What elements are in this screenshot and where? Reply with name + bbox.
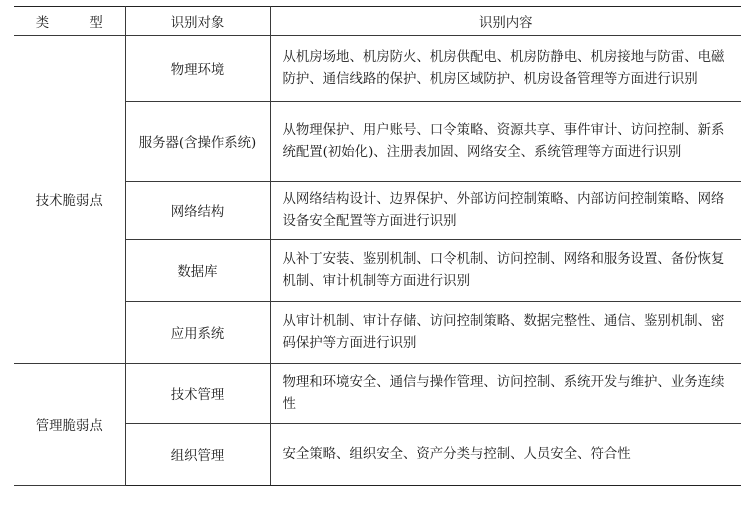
content-cell: 从补丁安装、鉴别机制、口令机制、访问控制、网络和服务设置、备份恢复机制、审计机制等方面进行识别 (270, 240, 741, 302)
object-cell: 数据库 (125, 240, 270, 302)
object-cell: 物理环境 (125, 36, 270, 102)
vulnerability-table (14, 6, 741, 486)
table-row (14, 36, 741, 102)
object-cell: 技术管理 (125, 364, 270, 424)
content-cell: 物理和环境安全、通信与操作管理、访问控制、系统开发与维护、业务连续性 (270, 364, 741, 424)
content-cell: 从网络结构设计、边界保护、外部访问控制策略、内部访问控制策略、网络设备安全配置等方面进行识别 (270, 182, 741, 240)
object-cell: 应用系统 (125, 302, 270, 364)
header-content: 识别内容 (270, 7, 741, 36)
object-cell: 网络结构 (125, 182, 270, 240)
header-object: 识别对象 (125, 7, 270, 36)
object-cell: 服务器(含操作系统) (125, 102, 270, 182)
object-cell: 组织管理 (125, 424, 270, 486)
content-cell: 安全策略、组织安全、资产分类与控制、人员安全、符合性 (270, 424, 741, 486)
content-cell: 从审计机制、审计存储、访问控制策略、数据完整性、通信、鉴别机制、密码保护等方面进行识别 (270, 302, 741, 364)
header-row (14, 7, 741, 36)
category-management: 管理脆弱点 (14, 364, 125, 486)
category-technical: 技术脆弱点 (14, 36, 125, 364)
content-cell: 从物理保护、用户账号、口令策略、资源共享、事件审计、访问控制、新系统配置(初始化)、注册表加固、网络安全、系统管理等方面进行识别 (270, 102, 741, 182)
table-row (14, 364, 741, 424)
content-cell: 从机房场地、机房防火、机房供配电、机房防静电、机房接地与防雷、电磁防护、通信线路的保护、机房区域防护、机房设备管理等方面进行识别 (270, 36, 741, 102)
header-type: 类 型 (14, 7, 125, 36)
